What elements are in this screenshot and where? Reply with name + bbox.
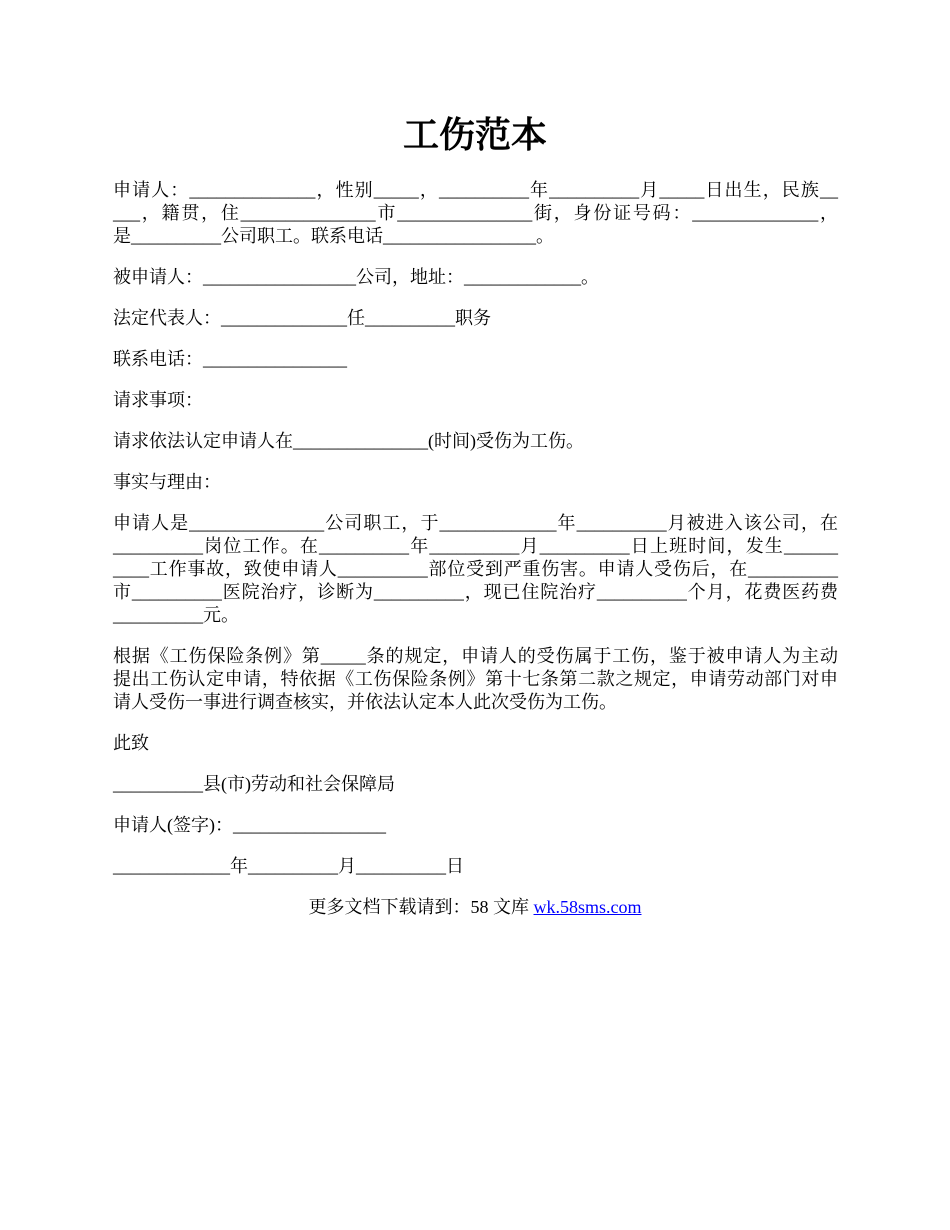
facts-line: 申请人是_______________公司职工，于_____________年__________月被进入该公司，在 [113, 512, 838, 533]
contact-phone-line: 联系电话：________________ [113, 348, 347, 369]
footer-link[interactable]: wk.58sms.com [533, 896, 642, 917]
applicant-info-line: 申请人：______________，性别_____，__________年__________月_____日出生，民族__ [113, 179, 838, 200]
addressee-paragraph [113, 773, 838, 796]
facts-heading-paragraph [113, 471, 838, 494]
legal-basis-line: 根据《工伤保险条例》第_____条的规定，申请人的受伤属于工伤，鉴于被申请人为主动 [113, 645, 838, 666]
legal-representative-paragraph [113, 307, 838, 330]
date-paragraph [113, 855, 838, 878]
salutation: 此致 [113, 732, 149, 753]
signature-paragraph [113, 814, 838, 837]
legal-representative-line: 法定代表人：______________任__________职务 [113, 307, 491, 328]
facts-line: ____工作事故，致使申请人__________部位受到严重伤害。申请人受伤后，在__________ [113, 558, 838, 579]
applicant-info-line: ___，籍贯，住_______________市_______________街，身份证号码：______________， [113, 202, 838, 223]
facts-line: 市__________医院治疗，诊断为__________，现已住院治疗__________个月，花费医药费 [113, 581, 838, 602]
request-heading-paragraph [113, 389, 838, 412]
salutation-paragraph [113, 732, 838, 755]
request-text-paragraph [113, 430, 838, 453]
document-body [113, 179, 838, 878]
legal-basis-line: 请人受伤一事进行调查核实，并依法认定本人此次受伤为工伤。 [113, 691, 617, 712]
facts-heading: 事实与理由： [113, 471, 221, 492]
addressee-line: __________县(市)劳动和社会保障局 [113, 773, 395, 794]
date-line: _____________年__________月__________日 [113, 855, 464, 876]
applicant-info-paragraph [113, 179, 838, 248]
facts-line: __________岗位工作。在__________年__________月__________日上班时间，发生______ [113, 535, 838, 556]
contact-phone-paragraph [113, 348, 838, 371]
respondent-paragraph [113, 266, 838, 289]
legal-basis-paragraph [113, 645, 838, 714]
applicant-info-line: 是__________公司职工。联系电话_________________。 [113, 225, 554, 246]
footer-text: 更多文档下载请到：58 文库 [308, 896, 529, 917]
request-heading: 请求事项： [113, 389, 203, 410]
request-text-line: 请求依法认定申请人在_______________(时间)受伤为工伤。 [113, 430, 584, 451]
respondent-line: 被申请人：_________________公司，地址：_____________。 [113, 266, 599, 287]
legal-basis-line: 提出工伤认定申请，特依据《工伤保险条例》第十七条第二款之规定，申请劳动部门对申 [113, 668, 838, 689]
facts-line: __________元。 [113, 604, 239, 625]
signature-line: 申请人(签字)：_________________ [113, 814, 386, 835]
document-title: 工伤范本 [402, 115, 547, 155]
facts-paragraph [113, 512, 838, 627]
download-footer [0, 896, 950, 919]
